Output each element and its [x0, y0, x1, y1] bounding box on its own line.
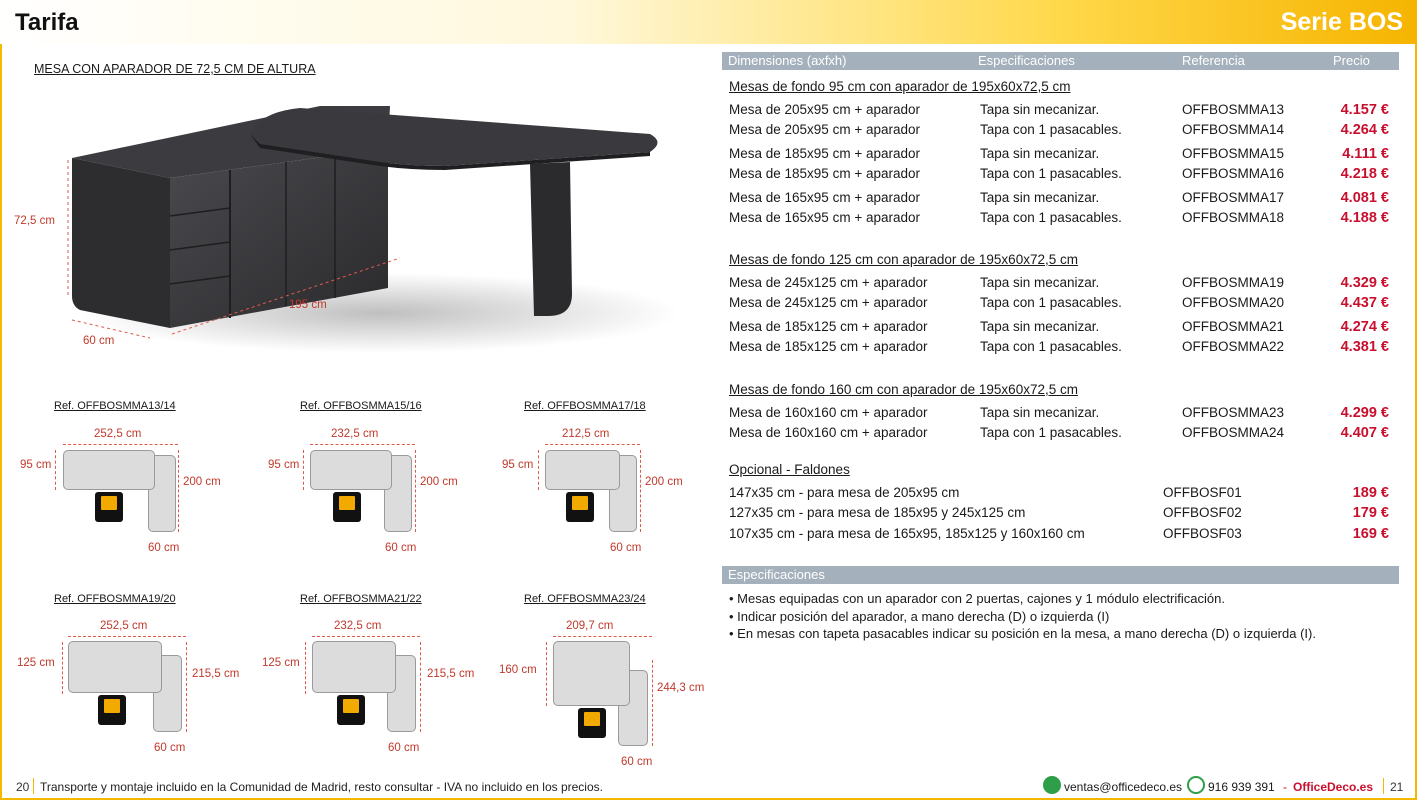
desk-illustration [60, 98, 680, 368]
row-dimensions: Mesa de 185x95 cm + aparador [729, 166, 920, 181]
row-dimensions: Mesa de 245x125 cm + aparador [729, 275, 928, 290]
footer-brand[interactable]: OfficeDeco.es [1293, 780, 1374, 794]
plan-side-length-label: 200 cm [645, 476, 683, 488]
plan-side-depth-label: 60 cm [388, 742, 420, 754]
plan-depth-label: 95 cm [20, 459, 52, 471]
row-price: 4.381 € [1340, 339, 1389, 355]
table-row [729, 275, 1389, 293]
plan-ref: Ref. OFFBOSMMA15/16 [300, 400, 422, 412]
row-dimensions: Mesa de 165x95 cm + aparador [729, 190, 920, 205]
spec-bullet: • Mesas equipadas con un aparador con 2 puertas, cajones y 1 módulo electrificación. [729, 591, 1225, 606]
row-price: 179 € [1352, 505, 1389, 521]
row-price: 4.157 € [1340, 102, 1389, 118]
col-specs: Especificaciones [978, 53, 1075, 68]
section-title: Mesas de fondo 95 cm con aparador de 195x60x72,5 cm [729, 79, 1071, 94]
row-reference: OFFBOSMMA23 [1182, 405, 1285, 420]
row-description: 107x35 cm - para mesa de 165x95, 185x125 y 160x160 cm [729, 526, 1085, 541]
desk-shape [68, 641, 162, 693]
plan-depth-label: 125 cm [262, 657, 300, 669]
table-row [729, 425, 1389, 443]
table-header [722, 52, 1399, 70]
plan-width-label: 232,5 cm [334, 620, 382, 632]
hero-depth-label: 60 cm [83, 335, 115, 347]
row-reference: OFFBOSF03 [1163, 526, 1242, 541]
row-specs: Tapa con 1 pasacables. [980, 295, 1122, 310]
footer-phone[interactable]: 916 939 391 [1208, 780, 1275, 794]
plan-depth-label: 95 cm [268, 459, 300, 471]
row-dimensions: Mesa de 160x160 cm + aparador [729, 425, 928, 440]
row-specs: Tapa sin mecanizar. [980, 275, 1100, 290]
spec-bullet: • Indicar posición del aparador, a mano derecha (D) o izquierda (I) [729, 609, 1110, 624]
table-row [729, 102, 1389, 120]
row-dimensions: Mesa de 245x125 cm + aparador [729, 295, 928, 310]
hero-title: MESA CON APARADOR DE 72,5 CM DE ALTURA [34, 62, 316, 76]
row-price: 4.437 € [1340, 295, 1389, 311]
col-price: Precio [1333, 53, 1370, 68]
table-row [729, 166, 1389, 184]
row-reference: OFFBOSMMA17 [1182, 190, 1285, 205]
plan-depth-label: 160 cm [499, 664, 537, 676]
plan-depth-label: 125 cm [17, 657, 55, 669]
row-reference: OFFBOSMMA20 [1182, 295, 1285, 310]
hero-length-label: 195 cm [289, 299, 327, 311]
desk-shape [63, 450, 155, 490]
row-price: 4.274 € [1340, 319, 1389, 335]
chair-icon [337, 695, 365, 725]
row-dimensions: Mesa de 185x125 cm + aparador [729, 339, 928, 354]
footer [0, 774, 1417, 798]
row-specs: Tapa sin mecanizar. [980, 146, 1100, 161]
chair-icon [578, 708, 606, 738]
plan-width-label: 252,5 cm [94, 428, 142, 440]
plan-ref: Ref. OFFBOSMMA13/14 [54, 400, 176, 412]
plan-width-label: 252,5 cm [100, 620, 148, 632]
row-price: 189 € [1352, 485, 1389, 501]
row-specs: Tapa sin mecanizar. [980, 319, 1100, 334]
row-dimensions: Mesa de 160x160 cm + aparador [729, 405, 928, 420]
chair-icon [333, 492, 361, 522]
row-price: 4.264 € [1340, 122, 1389, 138]
footer-dash: - [1283, 780, 1287, 794]
row-price: 4.329 € [1340, 275, 1389, 291]
optional-row [729, 505, 1389, 523]
desk-shape [310, 450, 392, 490]
page-number-right: 21 [1390, 780, 1404, 794]
row-price: 4.111 € [1342, 146, 1389, 162]
table-row [729, 210, 1389, 228]
row-reference: OFFBOSF02 [1163, 505, 1242, 520]
table-row [729, 339, 1389, 357]
plan-side-depth-label: 60 cm [621, 756, 653, 768]
plan-side-length-label: 215,5 cm [192, 668, 240, 680]
spec-bullet: • En mesas con tapeta pasacables indicar su posición en la mesa, a mano derecha (D) o izquierda (I). [729, 626, 1316, 641]
plan-side-length-label: 200 cm [183, 476, 221, 488]
row-dimensions: Mesa de 185x125 cm + aparador [729, 319, 928, 334]
row-specs: Tapa con 1 pasacables. [980, 425, 1122, 440]
row-reference: OFFBOSMMA16 [1182, 166, 1285, 181]
plan-width-label: 209,7 cm [566, 620, 614, 632]
plan-ref: Ref. OFFBOSMMA19/20 [54, 593, 176, 605]
optional-row [729, 526, 1389, 544]
row-price: 4.188 € [1340, 210, 1389, 226]
series-title: Serie BOS [1280, 8, 1403, 36]
hero-height-label: 72,5 cm [14, 215, 55, 227]
row-price: 169 € [1352, 526, 1389, 542]
row-description: 147x35 cm - para mesa de 205x95 cm [729, 485, 960, 500]
plan-side-length-label: 200 cm [420, 476, 458, 488]
plan-side-depth-label: 60 cm [385, 542, 417, 554]
specs-title: Especificaciones [728, 567, 825, 582]
row-price: 4.218 € [1340, 166, 1389, 182]
row-reference: OFFBOSMMA22 [1182, 339, 1285, 354]
optional-title: Opcional - Faldones [729, 462, 850, 477]
phone-icon [1187, 776, 1205, 794]
optional-row [729, 485, 1389, 503]
row-price: 4.081 € [1340, 190, 1389, 206]
plan-side-length-label: 215,5 cm [427, 668, 475, 680]
row-reference: OFFBOSMMA14 [1182, 122, 1285, 137]
footer-email[interactable]: ventas@officedeco.es [1064, 780, 1183, 794]
row-reference: OFFBOSMMA13 [1182, 102, 1285, 117]
plan-ref: Ref. OFFBOSMMA23/24 [524, 593, 646, 605]
table-row [729, 405, 1389, 423]
plan-side-depth-label: 60 cm [154, 742, 186, 754]
table-row [729, 146, 1389, 164]
row-specs: Tapa con 1 pasacables. [980, 122, 1122, 137]
row-specs: Tapa sin mecanizar. [980, 190, 1100, 205]
footer-note: Transporte y montaje incluido en la Comunidad de Madrid, resto consultar - IVA no incluido en los precios. [40, 780, 603, 794]
table-row [729, 295, 1389, 313]
row-description: 127x35 cm - para mesa de 185x95 y 245x125 cm [729, 505, 1026, 520]
row-price: 4.407 € [1340, 425, 1389, 441]
section-title: Mesas de fondo 125 cm con aparador de 195x60x72,5 cm [729, 252, 1078, 267]
specs-header [722, 566, 1399, 584]
row-reference: OFFBOSMMA15 [1182, 146, 1285, 161]
row-price: 4.299 € [1340, 405, 1389, 421]
plan-ref: Ref. OFFBOSMMA21/22 [300, 593, 422, 605]
row-dimensions: Mesa de 165x95 cm + aparador [729, 210, 920, 225]
plan-side-depth-label: 60 cm [148, 542, 180, 554]
chair-icon [95, 492, 123, 522]
row-specs: Tapa con 1 pasacables. [980, 339, 1122, 354]
plan-width-label: 232,5 cm [331, 428, 379, 440]
row-reference: OFFBOSMMA24 [1182, 425, 1285, 440]
row-specs: Tapa sin mecanizar. [980, 102, 1100, 117]
email-icon [1043, 776, 1061, 794]
row-dimensions: Mesa de 205x95 cm + aparador [729, 122, 920, 137]
desk-shape [553, 641, 630, 706]
row-specs: Tapa con 1 pasacables. [980, 210, 1122, 225]
row-specs: Tapa con 1 pasacables. [980, 166, 1122, 181]
table-row [729, 190, 1389, 208]
row-specs: Tapa sin mecanizar. [980, 405, 1100, 420]
plan-side-length-label: 244,3 cm [657, 682, 705, 694]
table-row [729, 122, 1389, 140]
row-reference: OFFBOSMMA21 [1182, 319, 1285, 334]
row-reference: OFFBOSMMA18 [1182, 210, 1285, 225]
plan-ref: Ref. OFFBOSMMA17/18 [524, 400, 646, 412]
row-reference: OFFBOSF01 [1163, 485, 1242, 500]
row-dimensions: Mesa de 185x95 cm + aparador [729, 146, 920, 161]
chair-icon [566, 492, 594, 522]
table-row [729, 319, 1389, 337]
col-reference: Referencia [1182, 53, 1245, 68]
page-number-left: 20 [16, 780, 30, 794]
desk-shape [545, 450, 620, 490]
plan-width-label: 212,5 cm [562, 428, 610, 440]
row-reference: OFFBOSMMA19 [1182, 275, 1285, 290]
section-title: Mesas de fondo 160 cm con aparador de 195x60x72,5 cm [729, 382, 1078, 397]
chair-icon [98, 695, 126, 725]
header-bar [0, 0, 1417, 44]
col-dimensions: Dimensiones (axfxh) [728, 53, 847, 68]
desk-shape [312, 641, 396, 693]
plan-depth-label: 95 cm [502, 459, 534, 471]
row-dimensions: Mesa de 205x95 cm + aparador [729, 102, 920, 117]
plan-side-depth-label: 60 cm [610, 542, 642, 554]
page-title: Tarifa [15, 9, 79, 36]
